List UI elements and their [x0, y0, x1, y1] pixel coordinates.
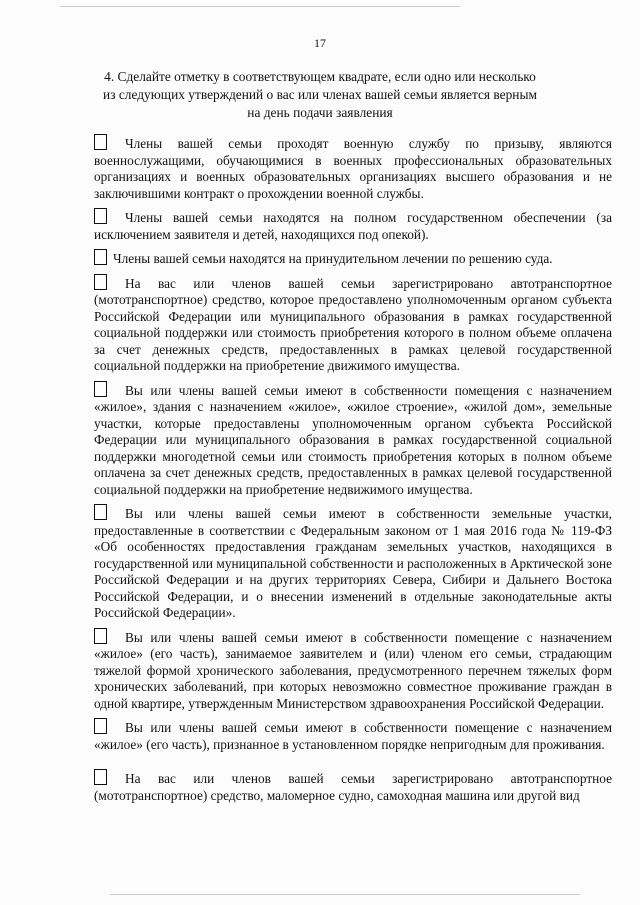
checkbox[interactable] [94, 718, 107, 734]
item-text: На вас или членов вашей семьи зарегистрировано автотранспортное (мототранспортное) средство, которое предоставлено уполномоченным органом субъекта Российской Федерации или муниципального образования в рамках государственной социальной поддержки или стоимость приобретения которого в полном объеме оплачена за счет денежных средств, предоставленных в рамках целевой государственной социальной поддержки на приобретение движимого имущества. [94, 275, 612, 373]
item-text: Члены вашей семьи проходят военную службу по призыву, являются военнослужащими, обучающимися в военных профессиональных образовательных организациях и военных образовательных организациях высшего образования и не заключившими контракт о прохождении военной службы. [94, 136, 612, 201]
checkbox[interactable] [94, 381, 107, 397]
list-item [94, 249, 612, 268]
checkbox[interactable] [94, 504, 107, 520]
list-item [94, 718, 612, 753]
item-text: Вы или члены вашей семьи имеют в собственности земельные участки, предоставленные в соответствии с Федеральным законом от 1 мая 2016 года № 119-ФЗ «Об особенностях предоставления гражданам земельных участков, находящихся в государственной или муниципальной собственности и расположенных в Арктической зоне Российской Федерации и на других территориях Севера, Сибири и Дальнего Востока Российской Федерации, и о внесении изменений в отдельные законодательные акты Российской Федерации». [94, 506, 612, 620]
item-text: Вы или члены вашей семьи имеют в собственности помещение с назначением «жилое» (его часть), занимаемое заявителем и (или) членом его семьи, страдающим тяжелой формой хронического заболевания, предусмотренного перечнем тяжелых форм хронических заболеваний, при которых невозможно совместное проживание граждан в одной квартире, утвержденным Министерством здравоохранения Российской Федерации. [94, 629, 612, 711]
checkbox[interactable] [94, 274, 107, 290]
list-item [94, 381, 612, 499]
list-item [94, 134, 612, 202]
checkbox[interactable] [94, 628, 107, 644]
item-text: Вы или члены вашей семьи имеют в собственности помещения с назначением «жилое», здания с назначением «жилое», «жилое строение», «жилой дом», земельные участки, которые предоставлены уполномоченным органом субъекта Российской Федерации или муниципального образования в рамках государственной социальной поддержки многодетной семьи или стоимость приобретения которых в полном объеме оплачена за счет денежных средств, предоставленных в рамках целевой государственной социальной поддержки на приобретение недвижимого имущества. [94, 382, 612, 497]
page-number: 17 [314, 36, 326, 50]
checkbox[interactable] [94, 134, 107, 150]
list-item [94, 208, 612, 243]
checkbox[interactable] [94, 208, 107, 224]
list-item [94, 504, 612, 622]
checkbox[interactable] [94, 249, 107, 265]
item-text: На вас или членов вашей семьи зарегистрировано автотранспортное (мототранспортное) средство, маломерное судно, самоходная машина или другой вид [94, 771, 612, 803]
item-text: Члены вашей семьи находятся на принудительном лечении по решению суда. [113, 251, 553, 266]
item-text: Члены вашей семьи находятся на полном государственном обеспечении (за исключением заявителя и детей, находящихся под опекой). [94, 210, 612, 242]
list-item [94, 628, 612, 713]
list-item [94, 769, 612, 804]
checkbox-list [94, 126, 612, 810]
list-item [94, 274, 612, 375]
section-heading: 4. Сделайте отметку в соответствующем квадрате, если одно или несколько из следующих утверждений о вас или членах вашей семьи является верным на день подачи заявления [103, 69, 537, 120]
scan-artifact-top [60, 6, 460, 7]
scan-artifact-bottom [110, 894, 580, 895]
item-text: Вы или члены вашей семьи имеют в собственности помещение с назначением «жилое» (его часть), признанное в установленном порядке непригодным для проживания. [94, 720, 612, 752]
checkbox[interactable] [94, 769, 107, 785]
